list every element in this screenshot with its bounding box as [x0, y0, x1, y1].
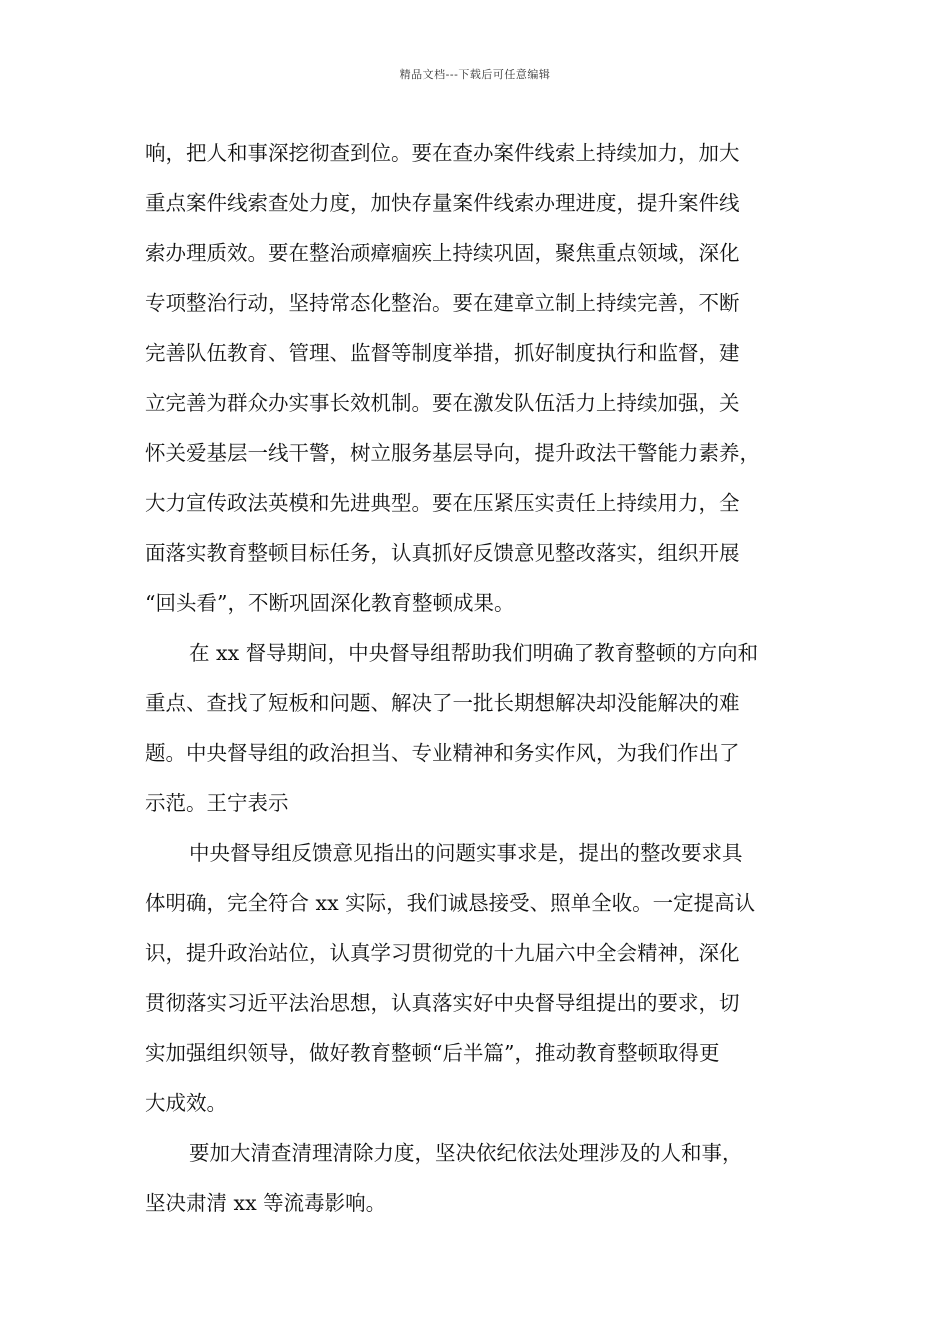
text-line: 面落实教育整顿目标任务，认真抓好反馈意见整改落实，组织开展 — [145, 541, 740, 565]
paragraph-4 — [145, 1128, 817, 1228]
text-line: 专项整治行动，坚持常态化整治。要在建章立制上持续完善，不断 — [145, 291, 740, 315]
text-line: 立完善为群众办实事长效机制。要在激发队伍活力上持续加强，关 — [145, 391, 740, 415]
text-line: 大成效。 — [145, 1091, 227, 1115]
text-line: 要加大清查清理清除力度，坚决依纪依法处理涉及的人和事， — [189, 1141, 743, 1165]
text-line: 重点案件线索查处力度，加快存量案件线索办理进度，提升案件线 — [145, 191, 740, 215]
text-line: 响，把人和事深挖彻查到位。要在查办案件线索上持续加力，加大 — [145, 141, 740, 165]
text-line: 识，提升政治站位，认真学习贯彻党的十九届六中全会精神，深化 — [145, 941, 740, 965]
document-body — [145, 128, 817, 1228]
text-line: 体明确，完全符合 xx 实际，我们诚恳接受、照单全收。一定提高认 — [145, 891, 756, 915]
paragraph-1 — [145, 128, 817, 628]
text-line: 贯彻落实习近平法治思想，认真落实好中央督导组提出的要求，切 — [145, 991, 740, 1015]
text-line: 完善队伍教育、管理、监督等制度举措，抓好制度执行和监督，建 — [145, 341, 740, 365]
text-line: “回头看”，不断巩固深化教育整顿成果。 — [145, 591, 515, 615]
text-line: 索办理质效。要在整治顽瘴痼疾上持续巩固，聚焦重点领域，深化 — [145, 241, 740, 265]
text-line: 中央督导组反馈意见指出的问题实事求是，提出的整改要求具 — [189, 841, 743, 865]
paragraph-3 — [145, 828, 817, 1128]
text-line: 示范。王宁表示 — [145, 791, 289, 815]
text-line: 坚决肃清 xx 等流毒影响。 — [145, 1191, 387, 1215]
text-line: 在 xx 督导期间，中央督导组帮助我们明确了教育整顿的方向和 — [189, 641, 759, 665]
text-line: 大力宣传政法英模和先进典型。要在压紧压实责任上持续用力，全 — [145, 491, 740, 515]
paragraph-2 — [145, 628, 817, 828]
page-header: 精品文档---下载后可任意编辑 — [399, 68, 551, 81]
text-line: 题。中央督导组的政治担当、专业精神和务实作风，为我们作出了 — [145, 741, 740, 765]
text-line: 怀关爱基层一线干警，树立服务基层导向，提升政法干警能力素养， — [145, 441, 760, 465]
text-line: 重点、查找了短板和问题、解决了一批长期想解决却没能解决的难 — [145, 691, 740, 715]
text-line: 实加强组织领导，做好教育整顿“后半篇”，推动教育整顿取得更 — [145, 1041, 720, 1065]
